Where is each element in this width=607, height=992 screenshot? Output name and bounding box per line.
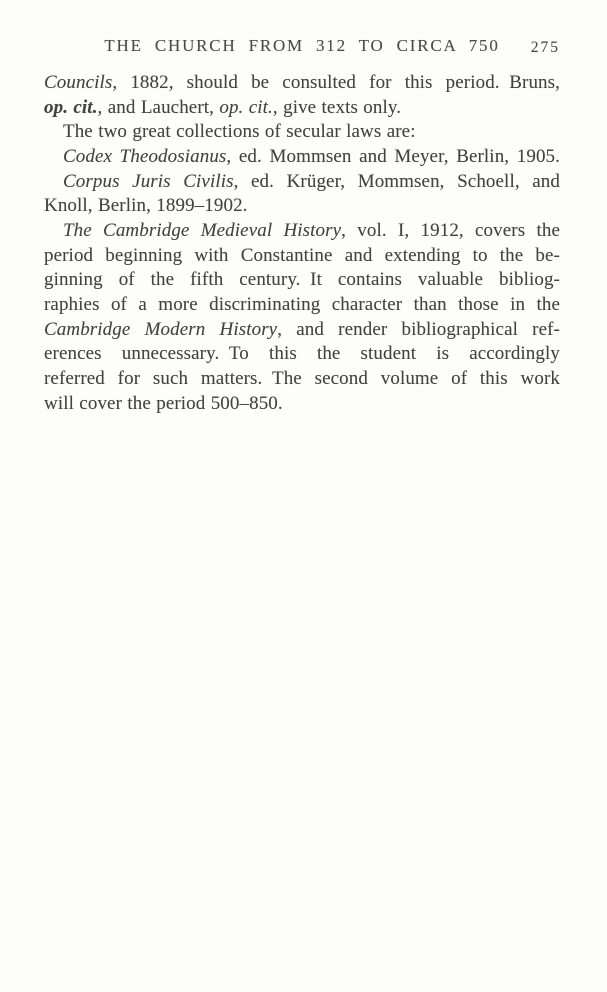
text-line	[44, 120, 560, 145]
text-segment: , and Lauchert,	[97, 96, 220, 118]
text-line	[44, 194, 560, 219]
text-segment: erences unnecessary. To this the student is accordingly	[44, 343, 560, 365]
text-segment: , 1882, should be consulted for this period. Bruns,	[112, 72, 560, 93]
text-line	[44, 367, 560, 392]
italic-text: The Cambridge Medieval History	[63, 219, 342, 241]
running-head-title: THE CHURCH FROM 312 TO CIRCA 750	[104, 36, 500, 55]
running-header	[44, 36, 560, 60]
italic-text: Codex Theodosianus	[63, 145, 227, 167]
text-segment: will cover the period 500–850.	[44, 392, 283, 414]
page-body	[44, 71, 560, 416]
text-line	[44, 145, 560, 170]
text-segment: , ed. Krüger, Mommsen, Schoell, and	[233, 170, 561, 192]
text-segment: , ed. Mommsen and Meyer, Berlin, 1905.	[226, 145, 561, 167]
text-line	[44, 71, 560, 96]
text-line	[44, 392, 560, 417]
page-number: 275	[530, 39, 560, 56]
text-segment: raphies of a more discriminating character than those in the	[44, 293, 560, 315]
text-segment: , and render bibliographical ref-	[277, 318, 560, 340]
text-segment: Knoll, Berlin, 1899–1902.	[44, 195, 248, 217]
text-segment: ginning of the fifth century. It contains valuable bibliog-	[44, 269, 560, 291]
text-line	[44, 170, 560, 195]
text-line	[44, 219, 560, 244]
italic-text: Corpus Juris Civilis	[63, 170, 234, 192]
text-line	[44, 268, 560, 293]
italic-text: op. cit.	[44, 96, 98, 118]
text-segment: , vol. I, 1912, covers the	[341, 219, 560, 241]
italic-text: Councils	[44, 72, 113, 93]
text-line	[44, 293, 560, 318]
text-line	[44, 318, 560, 343]
text-line	[44, 96, 560, 121]
text-line	[44, 342, 560, 367]
italic-text: op. cit.	[219, 96, 273, 118]
text-segment: The two great collections of secular laws are:	[63, 121, 416, 143]
text-line	[44, 244, 560, 269]
italic-text: Cambridge Modern History	[44, 318, 278, 340]
text-segment: , give texts only.	[272, 96, 402, 118]
text-segment: period beginning with Constantine and extending to the be-	[44, 244, 560, 266]
text-segment: referred for such matters. The second volume of this work	[44, 367, 560, 389]
